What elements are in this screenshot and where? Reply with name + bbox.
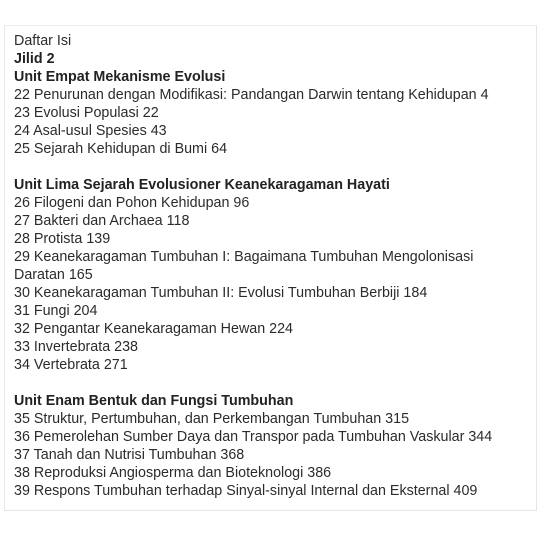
- chapter-item: 38 Reproduksi Angiosperma dan Bioteknologi 386: [14, 465, 332, 481]
- chapter-item: 26 Filogeni dan Pohon Kehidupan 96: [14, 195, 250, 211]
- toc-heading: Daftar Isi: [14, 33, 72, 49]
- chapter-item: 25 Sejarah Kehidupan di Bumi 64: [14, 141, 228, 157]
- table-of-contents: [14, 32, 534, 500]
- chapter-item: 32 Pengantar Keanekaragaman Hewan 224: [14, 321, 293, 337]
- document-frame: [4, 25, 537, 511]
- chapter-item: 29 Keanekaragaman Tumbuhan I: Bagaimana Tumbuhan Mengolonisasi Daratan 165: [14, 249, 474, 283]
- chapter-item: 33 Invertebrata 238: [14, 339, 138, 355]
- unit-section: [14, 392, 534, 500]
- chapter-item: 34 Vertebrata 271: [14, 357, 128, 373]
- chapter-item: 23 Evolusi Populasi 22: [14, 105, 159, 121]
- chapter-item: 22 Penurunan dengan Modifikasi: Pandangan Darwin tentang Kehidupan 4: [14, 87, 489, 103]
- chapter-item: 24 Asal-usul Spesies 43: [14, 123, 167, 139]
- unit-section: [14, 176, 534, 374]
- volume-label: Jilid 2: [14, 51, 55, 67]
- unit-title: Unit Empat Mekanisme Evolusi: [14, 69, 226, 85]
- unit-section: [14, 68, 534, 158]
- chapter-item: 30 Keanekaragaman Tumbuhan II: Evolusi Tumbuhan Berbiji 184: [14, 285, 428, 301]
- section-gap: [14, 158, 534, 176]
- unit-title: Unit Lima Sejarah Evolusioner Keanekaragaman Hayati: [14, 177, 390, 193]
- chapter-item: 31 Fungi 204: [14, 303, 98, 319]
- chapter-item: 37 Tanah dan Nutrisi Tumbuhan 368: [14, 447, 245, 463]
- chapter-item: 27 Bakteri dan Archaea 118: [14, 213, 190, 229]
- section-gap: [14, 374, 534, 392]
- unit-title: Unit Enam Bentuk dan Fungsi Tumbuhan: [14, 393, 294, 409]
- chapter-item: 35 Struktur, Pertumbuhan, dan Perkembangan Tumbuhan 315: [14, 411, 410, 427]
- chapter-item: 39 Respons Tumbuhan terhadap Sinyal-sinyal Internal dan Eksternal 409: [14, 483, 478, 499]
- chapter-item: 36 Pemerolehan Sumber Daya dan Transpor pada Tumbuhan Vaskular 344: [14, 429, 493, 445]
- chapter-item: 28 Protista 139: [14, 231, 111, 247]
